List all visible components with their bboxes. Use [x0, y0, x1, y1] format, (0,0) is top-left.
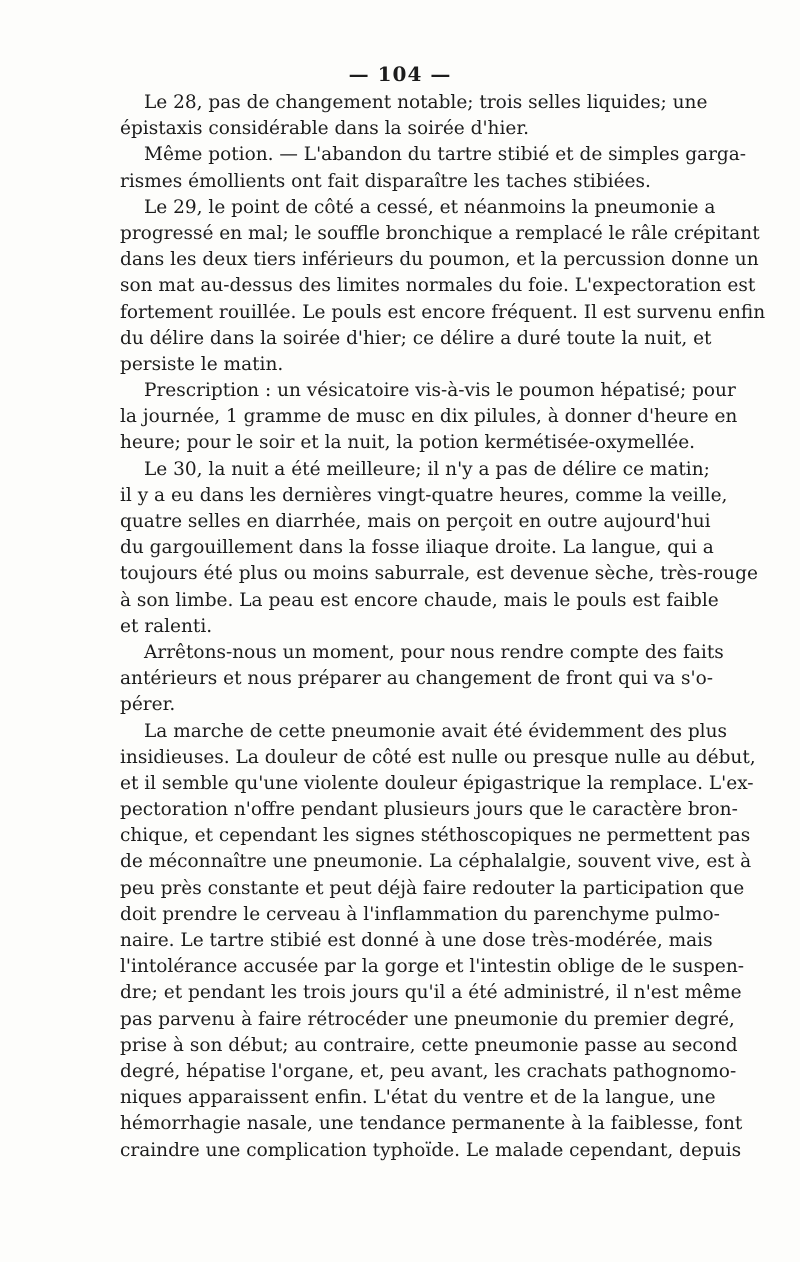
text-line: son mat au-dessus des limites normales du foie. L'expectoration est — [120, 275, 756, 297]
text-line: pas parvenu à faire rétrocéder une pneumonie du premier degré, — [120, 1008, 735, 1030]
text-line: doit prendre le cerveau à l'inflammation du parenchyme pulmo- — [120, 903, 720, 925]
text-line: craindre une complication typhoïde. Le malade cependant, depuis — [120, 1139, 742, 1161]
text-line: toujours été plus ou moins saburrale, est devenue sèche, très-rouge — [120, 563, 758, 585]
text-line: peu près constante et peut déjà faire redouter la participation que — [120, 877, 745, 899]
text-line: heure; pour le soir et la nuit, la potion kermétisée-oxymellée. — [120, 432, 696, 454]
text-line: pectoration n'offre pendant plusieurs jours que le caractère bron- — [120, 799, 738, 821]
page-number: — 104 — — [348, 62, 452, 86]
text-line: dans les deux tiers inférieurs du poumon, et la percussion donne un — [120, 249, 759, 271]
text-line: du gargouillement dans la fosse iliaque droite. La langue, qui a — [120, 537, 714, 559]
text-line: niques apparaissent enfin. L'état du ventre et de la langue, une — [120, 1087, 716, 1109]
text-line: il y a eu dans les dernières vingt-quatre heures, comme la veille, — [120, 484, 728, 506]
text-line: persiste le matin. — [120, 353, 284, 375]
text-line: naire. Le tartre stibié est donné à une dose très-modérée, mais — [120, 930, 713, 951]
text-line: insidieuses. La douleur de côté est nulle ou presque nulle au début, — [120, 746, 756, 768]
text-line: Le 28, pas de changement notable; trois selles liquides; une — [144, 92, 708, 113]
text-line: de méconnaître une pneumonie. La céphalalgie, souvent vive, est à — [120, 851, 752, 873]
text-line: prise à son début; au contraire, cette pneumonie passe au second — [120, 1034, 738, 1056]
text-line: à son limbe. La peau est encore chaude, mais le pouls est faible — [120, 589, 719, 611]
text-line: chique, et cependant les signes stéthoscopiques ne permettent pas — [120, 825, 751, 847]
text-line: Le 30, la nuit a été meilleure; il n'y a pas de délire ce matin; — [144, 458, 710, 480]
text-line: Le 29, le point de côté a cessé, et néanmoins la pneumonie a — [144, 196, 716, 218]
text-line: degré, hépatise l'organe, et, peu avant, les crachats pathognomo- — [120, 1060, 737, 1082]
text-line: Prescription : un vésicatoire vis-à-vis le poumon hépatisé; pour — [144, 380, 736, 402]
text-line: et ralenti. — [120, 615, 213, 637]
text-line: antérieurs et nous préparer au changement de front qui va s'o- — [120, 668, 713, 690]
text-line: Même potion. — L'abandon du tartre stibié et de simples garga- — [144, 144, 747, 166]
text-line: la journée, 1 gramme de musc en dix pilules, à donner d'heure en — [120, 406, 738, 428]
text-line: du délire dans la soirée d'hier; ce délire a duré toute la nuit, et — [120, 327, 712, 349]
text-line: progressé en mal; le souffle bronchique a remplacé le râle crépitant — [120, 222, 760, 244]
text-line: dre; et pendant les trois jours qu'il a été administré, il n'est même — [120, 982, 742, 1004]
text-line: fortement rouillée. Le pouls est encore fréquent. Il est survenu enfin — [120, 301, 766, 323]
text-line: l'intolérance accusée par la gorge et l'intestin oblige de le suspen- — [120, 956, 744, 978]
text-line: pérer. — [120, 694, 176, 716]
text-line: La marche de cette pneumonie avait été évidemment des plus — [144, 720, 728, 742]
text-line: rismes émollients ont fait disparaître les taches stibiées. — [120, 170, 651, 192]
text-line: Arrêtons-nous un moment, pour nous rendre compte des faits — [144, 641, 724, 663]
text-line: hémorrhagie nasale, une tendance permanente à la faiblesse, font — [120, 1113, 743, 1135]
body-text — [120, 90, 766, 1164]
text-line: quatre selles en diarrhée, mais on perçoit en outre aujourd'hui — [120, 511, 711, 532]
text-line: et il semble qu'une violente douleur épigastrique la remplace. L'ex- — [120, 772, 754, 794]
text-line: épistaxis considérable dans la soirée d'hier. — [120, 118, 530, 140]
